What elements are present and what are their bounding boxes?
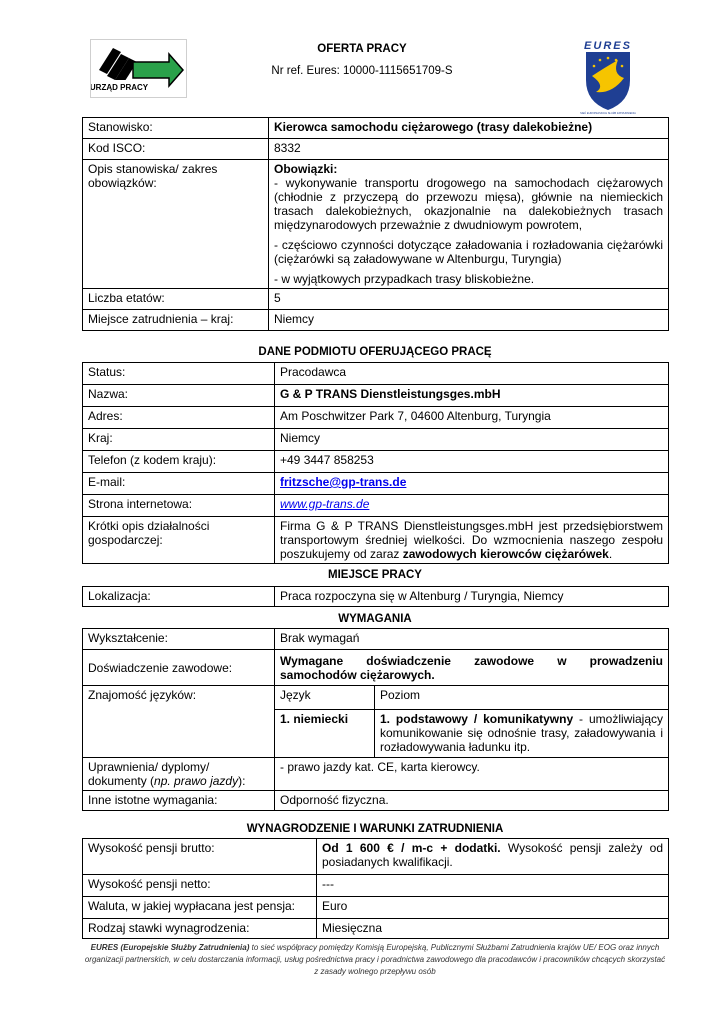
requirements-section-title: WYMAGANIA (338, 613, 412, 625)
kraj-value: Niemcy (275, 429, 669, 451)
table-row (83, 650, 669, 686)
urzad-pracy-logo (90, 39, 187, 98)
email-link[interactable]: fritzsche@gp-trans.de (280, 475, 407, 489)
etaty-label: Liczba etatów: (83, 289, 269, 310)
uprawnienia-label (83, 758, 275, 791)
nazwa-value: G & P TRANS Dienstleistungsges.mbH (275, 385, 669, 407)
miejsce-label: Miejsce zatrudnienia – kraj: (83, 310, 269, 331)
business-desc-end: . (608, 547, 613, 561)
adres-label: Adres: (83, 407, 275, 429)
opis-item-3: - w wyjątkowych przypadkach trasy bliskobieżne. (274, 272, 535, 286)
eures-logo-caption: SIEĆ EUROPEJSKICH SŁUŻB ZATRUDNIENIA (580, 112, 636, 115)
salary-section-title: WYNAGRODZENIE I WARUNKI ZATRUDNIENIA (246, 823, 504, 835)
brutto-label: Wysokość pensji brutto: (83, 839, 317, 875)
table-row (83, 429, 669, 451)
status-label: Status: (83, 363, 275, 385)
page-title: OFERTA PRACY (317, 43, 407, 55)
place-section-title: MIEJSCE PRACY (328, 569, 422, 581)
table-row (83, 118, 669, 139)
email-cell (275, 473, 669, 495)
opis-item-2: - częściowo czynności dotyczące załadowania i rozładowania ciężarówki (ciężarówki są załadowywane w Altenburgu, Turyngia) (274, 238, 663, 266)
website-link[interactable]: www.gp-trans.de (280, 497, 370, 511)
jezyki-label: Znajomość języków: (83, 686, 275, 758)
footer-note (82, 942, 668, 978)
table-row (83, 289, 669, 310)
table-row (83, 686, 669, 710)
table-row (83, 897, 669, 919)
place-table (82, 586, 669, 607)
eures-logo (578, 38, 638, 116)
business-desc-label: Krótki opis działalności gospodarczej: (83, 517, 275, 564)
status-value: Pracodawca (275, 363, 669, 385)
footer-text: to sieć współpracy pomiędzy Komisją Europejską, Publicznymi Służbami Zatrudnienia krajów UE/ EOG oraz innych organizacji partnerskich, w celu dostarczania informacji, usług pośrednictwa pracy i poradnictwa zawodowego dla pracodawców i pracowników chcących skorzystać z zasady wolnego przepływu osób (84, 943, 666, 976)
table-row (83, 363, 669, 385)
netto-value: --- (317, 875, 669, 897)
uprawnienia-label-end: ): (238, 774, 246, 788)
requirements-table (82, 628, 669, 811)
telefon-label: Telefon (z kodem kraju): (83, 451, 275, 473)
opis-label: Opis stanowiska/ zakres obowiązków: (83, 160, 269, 289)
table-row (83, 495, 669, 517)
nazwa-label: Nazwa: (83, 385, 275, 407)
miejsce-value: Niemcy (269, 310, 669, 331)
table-row (83, 629, 669, 650)
opis-item-1: - wykonywanie transportu drogowego na samochodach ciężarowych (chłodnie z przyczepą do przewozu mięsa), głównie na niemieckich trasach dalekobieżnych, okazjonalnie na dalekobieżnych trasach międzynarodowych przeważnie z dwudniowym powrotem, (274, 176, 663, 232)
inne-value: Odporność fizyczna. (275, 791, 669, 811)
opis-heading: Obowiązki: (274, 162, 338, 176)
rodzaj-label: Rodzaj stawki wynagrodzenia: (83, 919, 317, 939)
kraj-label: Kraj: (83, 429, 275, 451)
table-row (83, 919, 669, 939)
waluta-label: Waluta, w jakiej wypłacana jest pensja: (83, 897, 317, 919)
poziom-header: Poziom (375, 686, 669, 710)
employer-section-title: DANE PODMIOTU OFERUJĄCEGO PRACĘ (258, 346, 492, 358)
lokalizacja-value: Praca rozpoczyna się w Altenburg / Turyngia, Niemcy (275, 587, 669, 607)
table-row (83, 160, 669, 289)
poziom-value: - umożliwiający komunikowanie się odnośnie trasy, załadowywania i rozładowywania ładunku itp. (380, 712, 664, 754)
table-row (83, 517, 669, 564)
brutto-value: Wysokość pensji zależy od posiadanych kwalifikacji. (322, 841, 663, 869)
stanowisko-value: Kierowca samochodu ciężarowego (trasy dalekobieżne) (269, 118, 669, 139)
adres-value: Am Poschwitzer Park 7, 04600 Altenburg, Turyngia (275, 407, 669, 429)
urzad-pracy-logo-text: URZĄD PRACY (91, 83, 149, 92)
table-row (83, 139, 669, 160)
stanowisko-label: Stanowisko: (83, 118, 269, 139)
isco-label: Kod ISCO: (83, 139, 269, 160)
doswiadczenie-label: Doświadczenie zawodowe: (83, 650, 275, 686)
business-desc-bold: zawodowych kierowców ciężarówek (402, 547, 609, 561)
uprawnienia-value: - prawo jazdy kat. CE, karta kierowcy. (275, 758, 669, 791)
table-row (83, 758, 669, 791)
inne-label: Inne istotne wymagania: (83, 791, 275, 811)
business-desc-cell (275, 517, 669, 564)
reference-number: Nr ref. Eures: 10000-1115651709-S (271, 65, 453, 77)
opis-cell (269, 160, 669, 289)
table-row (83, 310, 669, 331)
table-row (83, 385, 669, 407)
brutto-cell (317, 839, 669, 875)
lokalizacja-label: Lokalizacja: (83, 587, 275, 607)
rodzaj-value: Miesięczna (317, 919, 669, 939)
etaty-value: 5 (269, 289, 669, 310)
netto-label: Wysokość pensji netto: (83, 875, 317, 897)
jezyk-value: 1. niemiecki (275, 710, 375, 758)
uprawnienia-label-italic: np. prawo jazdy (154, 774, 239, 788)
brutto-bold: Od 1 600 € / m-c + dodatki. (322, 841, 501, 855)
table-row (83, 839, 669, 875)
poziom-bold: 1. podstawowy / komunikatywny (380, 712, 574, 726)
salary-table (82, 838, 669, 939)
employer-table (82, 362, 669, 564)
doswiadczenie-value: Wymagane doświadczenie zawodowe w prowadzeniu samochodów ciężarowych. (275, 650, 669, 686)
jezyk-header: Język (275, 686, 375, 710)
waluta-value: Euro (317, 897, 669, 919)
table-row (83, 451, 669, 473)
table-row (83, 587, 669, 607)
isco-value: 8332 (269, 139, 669, 160)
table-row (83, 407, 669, 429)
business-desc-text: Firma G & P TRANS Dienstleistungsges.mbH jest przedsiębiorstwem transportowym średniej wielkości. Do wzmocnienia naszego zespołu poszukujemy od zaraz (280, 519, 663, 561)
eures-logo-text: EURES (584, 40, 632, 52)
www-cell (275, 495, 669, 517)
position-table (82, 117, 669, 331)
email-label: E-mail: (83, 473, 275, 495)
wyksztalcenie-value: Brak wymagań (275, 629, 669, 650)
telefon-value: +49 3447 858253 (275, 451, 669, 473)
wyksztalcenie-label: Wykształcenie: (83, 629, 275, 650)
uprawnienia-label-text: Uprawnienia/ dyplomy/ dokumenty ( (88, 760, 210, 788)
table-row (83, 473, 669, 495)
table-row (83, 875, 669, 897)
footer-bold: EURES (Europejskie Służby Zatrudnienia) (90, 943, 250, 952)
www-label: Strona internetowa: (83, 495, 275, 517)
poziom-cell (375, 710, 669, 758)
table-row (83, 791, 669, 811)
